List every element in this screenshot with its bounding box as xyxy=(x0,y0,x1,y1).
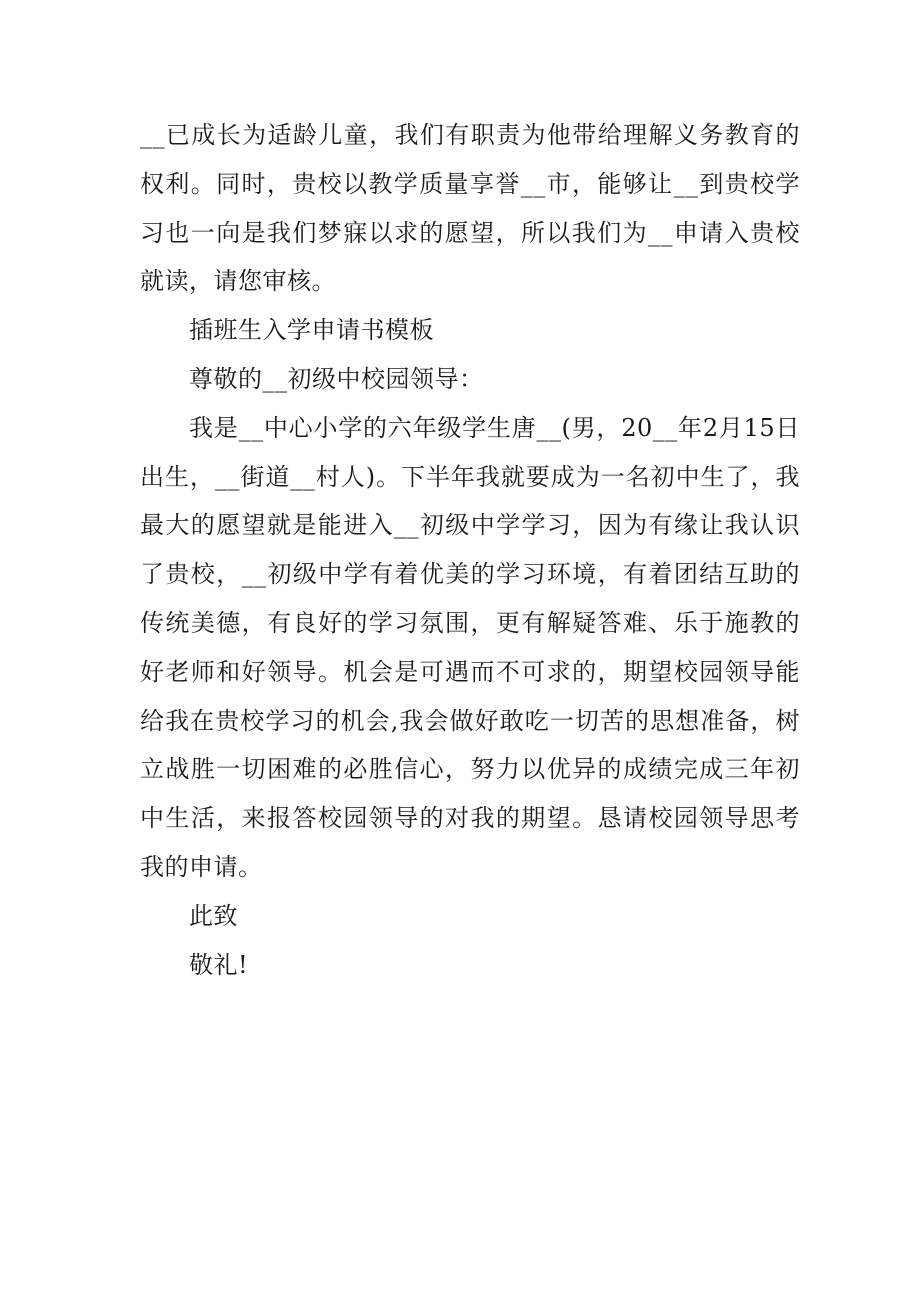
document-body xyxy=(140,111,800,989)
paragraph-continuation: __已成长为适龄儿童，我们有职责为他带给理解义务教育的权利。同时，贵校以教学质量享誉__市，能够让__到贵校学习也一向是我们梦寐以求的愿望，所以我们为__申请入贵校就读，请您审核。 xyxy=(140,121,800,296)
section-title: 插班生入学申请书模板 xyxy=(189,316,434,345)
salutation: 尊敬的__初级中校园领导： xyxy=(189,364,484,393)
closing-line-1: 此致 xyxy=(189,901,238,930)
closing-line-2: 敬礼! xyxy=(189,950,249,979)
letter-body: 我是__中心小学的六年级学生唐__(男，20__年2月15日出生，__街道__村人)。下半年我就要成为一名初中生了，我最大的愿望就是能进入__初级中学学习，因为有缘让我认识了贵校，__初级中学有着优美的学习环境，有着团结互助的传统美德，有良好的学习氛围，更有解疑答难、乐于施教的好老师和好领导。机会是可遇而不可求的，期望校园领导能给我在贵校学习的机会,我会做好敢吃一切苦的思想准备，树立战胜一切困难的必胜信心，努力以优异的成绩完成三年初中生活，来报答校园领导的对我的期望。恳请校园领导思考我的申请。 xyxy=(140,413,800,881)
